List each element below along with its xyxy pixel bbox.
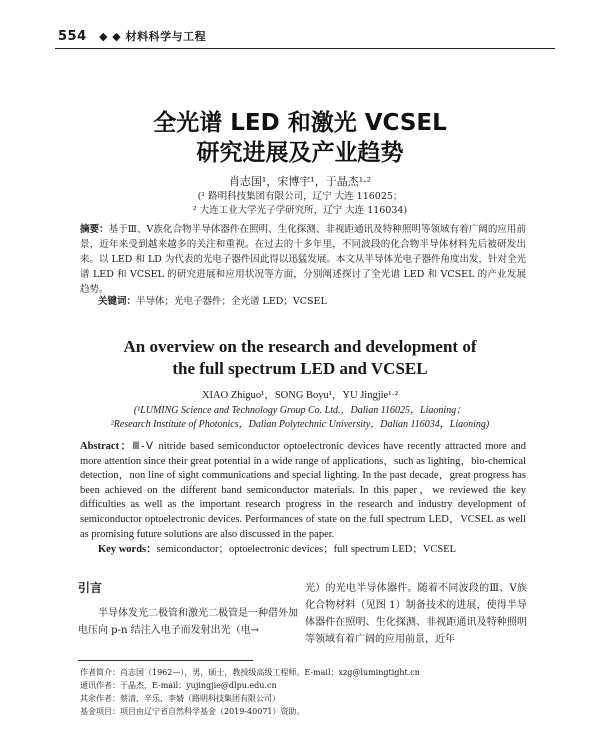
english-authors: XIAO Zhiguo¹，SONG Boyu¹，YU Jingjie¹·²	[201, 390, 399, 401]
chinese-title-line2: 研究进展及产业趋势	[196, 140, 404, 166]
journal-name: 材料科学与工程	[125, 30, 207, 43]
footnote-corresponding-author: 通讯作者：于晶杰，E-mail：yujingjie@dlpu.edu.cn	[80, 681, 277, 690]
chinese-abstract	[80, 222, 526, 297]
footnote-rule	[78, 660, 253, 661]
chinese-title-line1: 全光谱 LED 和激光 VCSEL	[153, 110, 447, 136]
english-affiliation-2: ²Research Institute of Photonics，Dalian Polytechnic University，Dalian 116034，Liaoning)	[110, 419, 490, 430]
english-keywords-text: semiconductor；optoelectronic devices；full spectrum LED；VCSEL	[156, 544, 457, 555]
footnote-funding: 基金项目：项目由辽宁省自然科学基金（2019-40071）资助。	[80, 707, 305, 716]
english-abstract	[80, 440, 526, 542]
running-header	[58, 28, 560, 44]
chinese-abstract-label: 摘要：	[80, 224, 109, 235]
chinese-authors: 肖志国¹，宋博宇¹，于晶杰¹·²	[228, 175, 372, 188]
chinese-affiliation-1: (¹ 路明科技集团有限公司，辽宁 大连 116025；	[197, 191, 403, 202]
english-title	[0, 336, 600, 380]
english-keywords	[98, 543, 528, 557]
chinese-title	[0, 108, 600, 168]
english-affiliations	[0, 404, 600, 432]
chinese-affiliations	[0, 190, 600, 218]
english-title-line1: An overview on the research and development of	[123, 337, 477, 356]
intro-paragraph-right: 光）的光电半导体器件。随着不同波段的Ⅲ、Ⅴ族化合物材料（见图 1）制备技术的进展，使得半导体器件在照明、生化探测、非视距通讯及特种照明等领域有着广阔的应用前景，近年	[305, 583, 527, 645]
footnote-author-bio: 作者简介：肖志国（1962—），男，硕士，教授级高级工程师。E-mail：xzg@lumingtight.cn	[80, 668, 420, 677]
english-affiliation-1: (¹LUMING Science and Technology Group Co. Ltd.，Dalian 116025，Liaoning；	[133, 405, 467, 416]
english-title-line2: the full spectrum LED and VCSEL	[172, 359, 428, 378]
header-rule	[55, 48, 555, 49]
footnote-other-authors: 其余作者：蔡清，辛乐，李婧（路明科技集团有限公司）	[80, 694, 280, 703]
body-right-column	[305, 580, 527, 648]
chinese-keywords	[98, 295, 528, 309]
intro-heading: 引言	[78, 581, 103, 595]
footnotes	[80, 666, 530, 718]
chinese-keywords-text: 半导体；光电子器件；全光谱 LED；VCSEL	[136, 296, 327, 307]
body-left-column	[78, 580, 298, 639]
chinese-abstract-text: 基于Ⅲ、Ⅴ族化合物半导体器件在照明、生化探测、非视距通讯及特种照明等领域有着广阔的应用前景，近年来受到越来越多的关注和重视。在过去的十多年里，不同波段的化合物半导体材料先后被研发出来。以 LED 和 LD 为代表的光电子器件因此得以迅猛发展。本文从半导体光电子器件角度出发，针对全光谱 LED 和 VCSEL 的研究进展和应用状况等方面，分别阐述探讨了全光谱 LED 和 VCSEL 的产业发展趋势。	[80, 224, 526, 295]
english-abstract-text: Ⅲ-Ⅴ nitride based semiconductor optoelectronic devices have recently attracted more and more attention since their great potential in a wide range of applications，such as lighting，bio-chemical detection，non line of sight communications and special lighting. In the past decade，great progress has been achieved on the different band semiconductor materials. In this paper，we reviewed the key difficulties as well as the important research progress in the research and industry development of semiconductor optoelectronic devices. Performances of state on the full spectrum LED，VCSEL as well as promising future solutions are also discussed in the paper.	[80, 441, 526, 540]
header-marks: ◆ ◆	[98, 30, 122, 43]
intro-paragraph-left: 半导体发光二极管和激光二极管是一种借外加电压向 p-n 结注入电子而发射出光（电→	[78, 608, 298, 636]
page-number: 554	[58, 29, 87, 44]
chinese-keywords-label: 关键词：	[98, 296, 137, 307]
english-keywords-label: Key words：	[98, 544, 157, 555]
chinese-affiliation-2: ² 大连工业大学光子学研究所，辽宁 大连 116034)	[192, 205, 408, 216]
english-abstract-label: Abstract：	[80, 441, 133, 452]
